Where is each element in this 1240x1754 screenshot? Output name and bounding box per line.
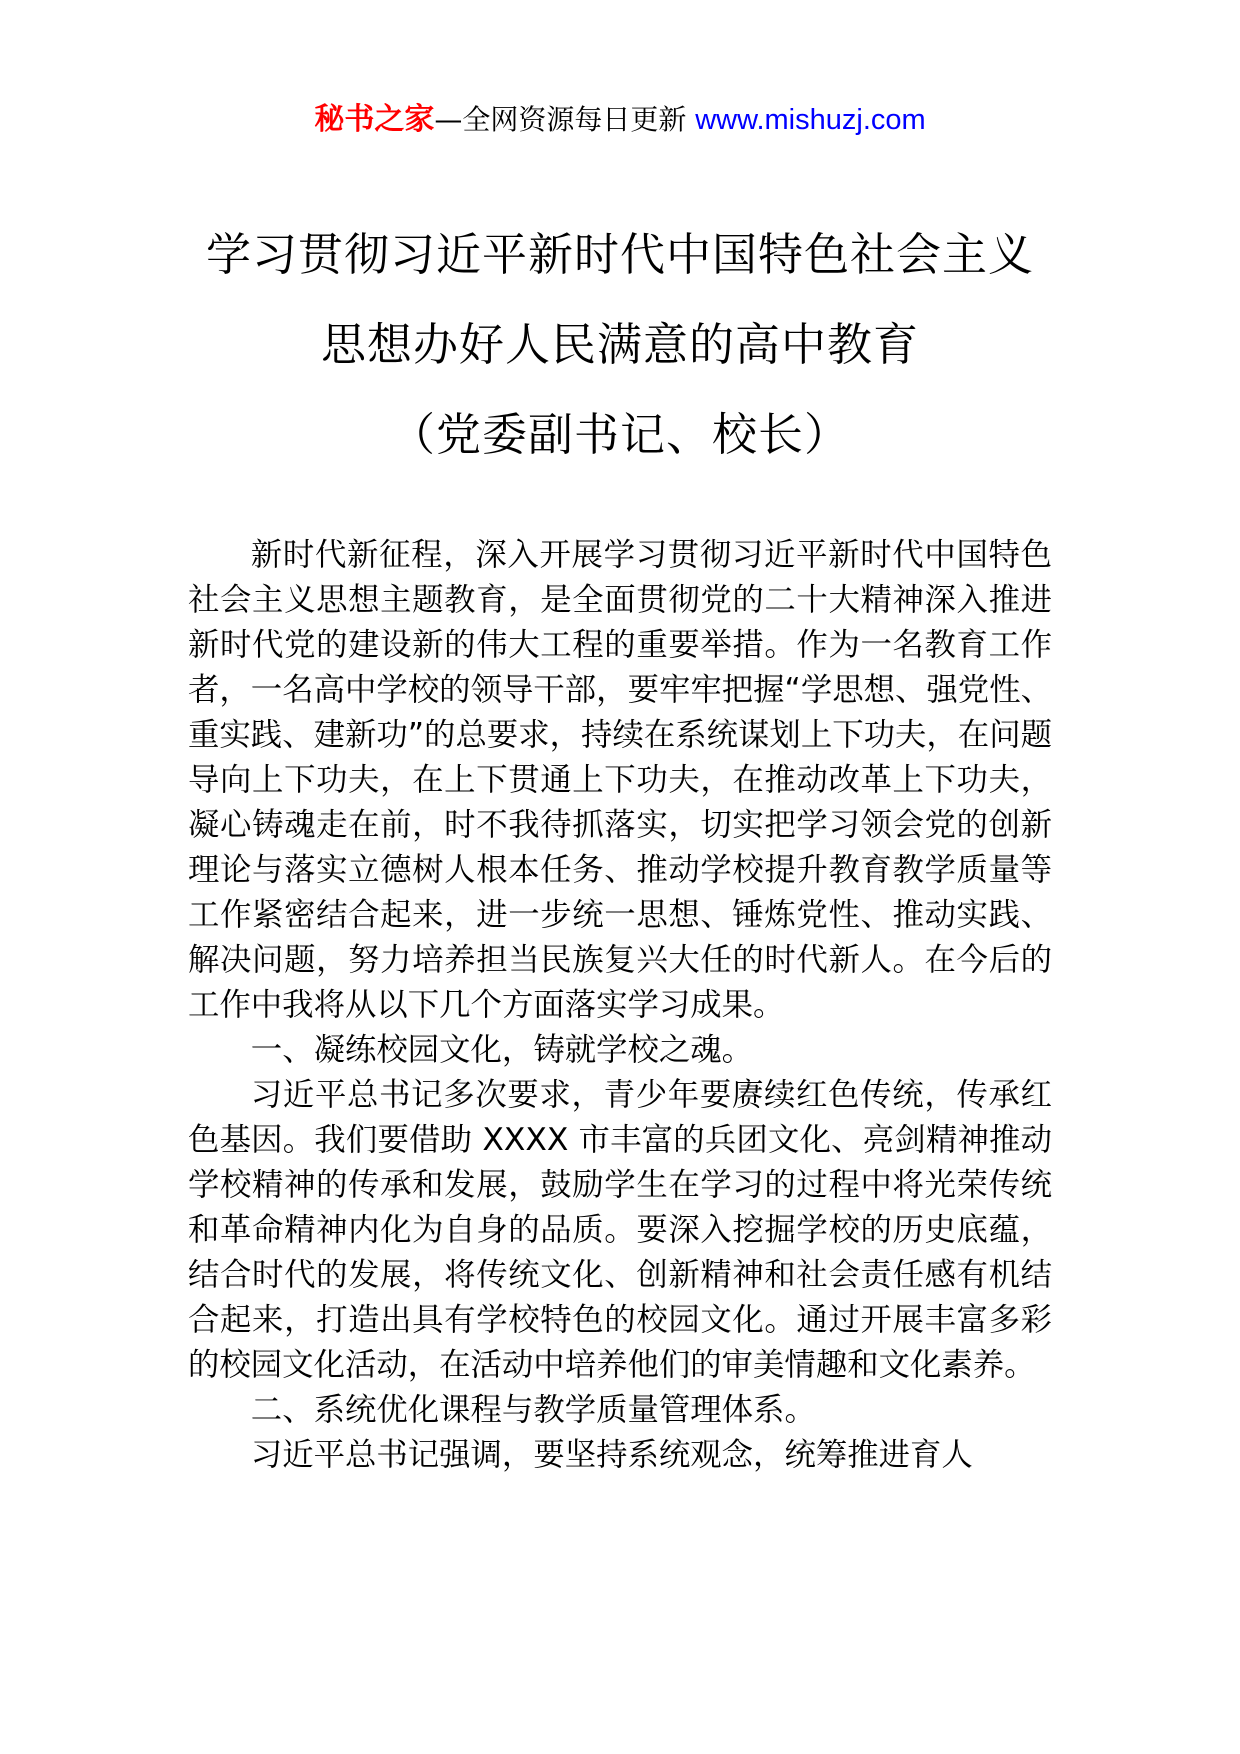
title-subtitle: （党委副书记、校长） (389, 408, 850, 461)
document-title (0, 210, 1240, 480)
section-heading-1: 一、凝练校园文化，铸就学校之魂。 (250, 1032, 754, 1068)
site-url[interactable]: www.mishuzj.com (695, 104, 926, 136)
title-line-1: 学习贯彻习近平新时代中国特色社会主义 (205, 228, 1034, 281)
paragraph-section-1: 习近平总书记多次要求，青少年要赓续红色传统，传承红色基因。我们要借助 XXXX 市丰富的兵团文化、亮剑精神推动学校精神的传承和发展，鼓励学生在学习的过程中将光荣传统和革命精神内化为自身的品质。要深入挖掘学校的历史底蕴，结合时代的发展，将传统文化、创新精神和社会责任感有机结合起来，打造出具有学校特色的校园文化。通过开展丰富多彩的校园文化活动，在活动中培养他们的审美情趣和文化素养。 (188, 1077, 1052, 1383)
brand-name: 秘书之家 (314, 102, 435, 137)
title-line-2: 思想办好人民满意的高中教育 (320, 318, 919, 371)
paragraph-intro: 新时代新征程，深入开展学习贯彻习近平新时代中国特色社会主义思想主题教育，是全面贯彻党的二十大精神深入推进新时代党的建设新的伟大工程的重要举措。作为一名教育工作者，一名高中学校的领导干部，要牢牢把握“学思想、强党性、重实践、建新功”的总要求，持续在系统谋划上下功夫，在问题导向上下功夫，在上下贯通上下功夫，在推动改革上下功夫，凝心铸魂走在前，时不我待抓落实，切实把学习领会党的创新理论与落实立德树人根本任务、推动学校提升教育教学质量等工作紧密结合起来，进一步统一思想、锤炼党性、推动实践、解决问题，努力培养担当民族复兴大任的时代新人。在今后的工作中我将从以下几个方面落实学习成果。 (188, 537, 1052, 1023)
paragraph-section-2: 习近平总书记强调，要坚持系统观念，统筹推进育人 (250, 1437, 973, 1473)
header-slogan: —全网资源每日更新 (434, 103, 696, 136)
section-heading-2: 二、系统优化课程与教学质量管理体系。 (250, 1392, 816, 1428)
document-body (188, 533, 1052, 1478)
site-header (0, 100, 1240, 140)
